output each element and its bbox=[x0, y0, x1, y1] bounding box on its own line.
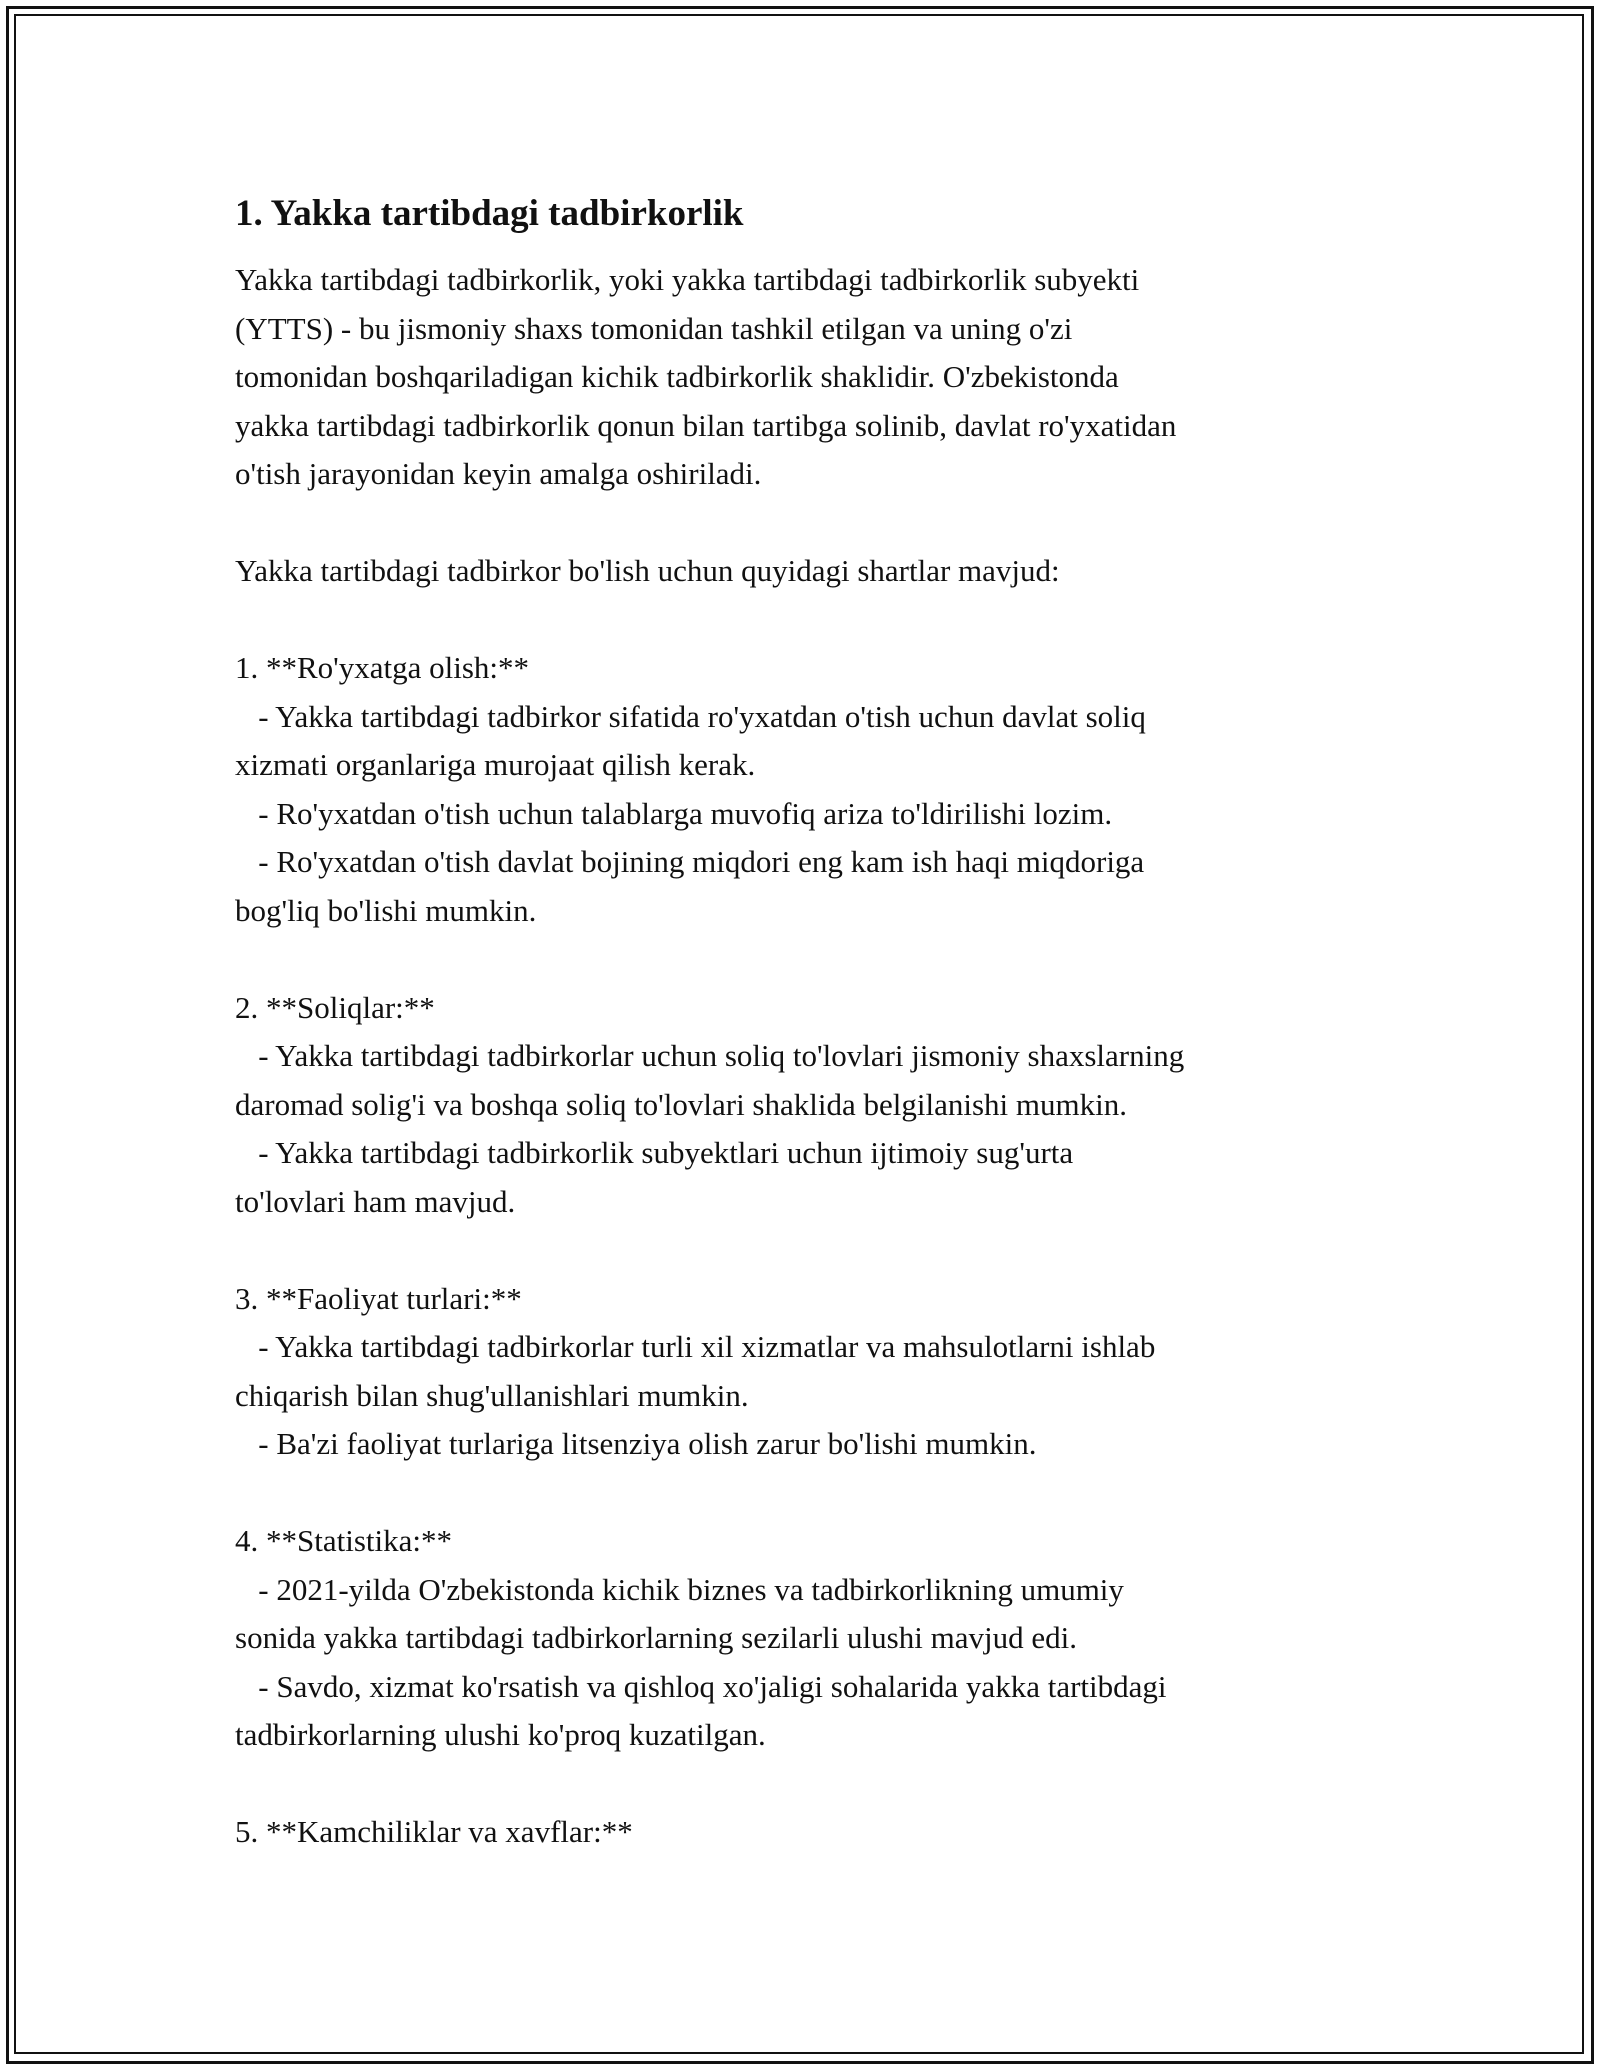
section-heading: 1. **Ro'yxatga olish:** bbox=[235, 650, 530, 685]
intro-line: tomonidan boshqariladigan kichik tadbirkorlik shaklidir. O'zbekistonda bbox=[235, 359, 1119, 394]
section-line: tadbirkorlarning ulushi ko'proq kuzatilgan. bbox=[235, 1717, 766, 1752]
section-line: - Yakka tartibdagi tadbirkor sifatida ro'yxatdan o'tish uchun davlat soliq bbox=[235, 698, 1146, 734]
section-risks bbox=[235, 1808, 1415, 1857]
section-line: daromad solig'i va boshqa soliq to'lovlari shaklida belgilanishi mumkin. bbox=[235, 1086, 1127, 1122]
section-line: - 2021-yilda O'zbekistonda kichik biznes va tadbirkorlikning umumiy bbox=[235, 1571, 1124, 1607]
intro-line: Yakka tartibdagi tadbirkorlik, yoki yakka tartibdagi tadbirkorlik subyekti bbox=[235, 262, 1140, 297]
blank-line bbox=[235, 1760, 1415, 1809]
section-heading: 5. **Kamchiliklar va xavflar:** bbox=[235, 1814, 633, 1849]
section-line: sonida yakka tartibdagi tadbirkorlarning sezilarli ulushi mavjud edi. bbox=[235, 1620, 1077, 1655]
section-heading: 3. **Faoliyat turlari:** bbox=[235, 1280, 522, 1316]
intro-line: o'tish jarayonidan keyin amalga oshiriladi. bbox=[235, 456, 762, 491]
blank-line bbox=[235, 1469, 1415, 1518]
section-line: to'lovlari ham mavjud. bbox=[235, 1183, 516, 1219]
section-line: - Yakka tartibdagi tadbirkorlar uchun soliq to'lovlari jismoniy shaxslarning bbox=[235, 1038, 1185, 1073]
blank-line bbox=[235, 499, 1415, 548]
intro-line: yakka tartibdagi tadbirkorlik qonun bilan tartibga solinib, davlat ro'yxatidan bbox=[235, 407, 1177, 443]
intro-line: (YTTS) - bu jismoniy shaxs tomonidan tashkil etilgan va uning o'zi bbox=[235, 310, 1073, 346]
section-registration bbox=[235, 644, 1415, 935]
section-line: - Ba'zi faoliyat turlariga litsenziya olish zarur bo'lishi mumkin. bbox=[235, 1426, 1037, 1461]
document-body bbox=[235, 180, 1415, 1857]
section-line: - Yakka tartibdagi tadbirkorlik subyektlari uchun ijtimoiy sug'urta bbox=[235, 1135, 1074, 1170]
section-heading: 4. **Statistika:** bbox=[235, 1523, 452, 1558]
section-line: xizmati organlariga murojaat qilish kerak. bbox=[235, 747, 756, 782]
section-statistics bbox=[235, 1517, 1415, 1760]
blank-line bbox=[235, 935, 1415, 984]
conditions-intro: Yakka tartibdagi tadbirkor bo'lish uchun quyidagi shartlar mavjud: bbox=[235, 553, 1060, 588]
section-line: - Yakka tartibdagi tadbirkorlar turli xil xizmatlar va mahsulotlarni ishlab bbox=[235, 1329, 1156, 1364]
blank-line bbox=[235, 1226, 1415, 1275]
document-title: 1. Yakka tartibdagi tadbirkorlik bbox=[235, 193, 744, 234]
section-line: - Ro'yxatdan o'tish uchun talablarga muvofiq ariza to'ldirilishi lozim. bbox=[235, 795, 1113, 831]
section-line: - Savdo, xizmat ko'rsatish va qishloq xo'jaligi sohalarida yakka tartibdagi bbox=[235, 1668, 1167, 1704]
section-activity-types bbox=[235, 1275, 1415, 1469]
section-taxes bbox=[235, 984, 1415, 1227]
section-line: chiqarish bilan shug'ullanishlari mumkin. bbox=[235, 1377, 749, 1413]
section-line: - Ro'yxatdan o'tish davlat bojining miqdori eng kam ish haqi miqdoriga bbox=[235, 844, 1145, 879]
section-heading: 2. **Soliqlar:** bbox=[235, 989, 435, 1025]
blank-line bbox=[235, 596, 1415, 645]
section-line: bog'liq bo'lishi mumkin. bbox=[235, 892, 537, 928]
intro-paragraph bbox=[235, 256, 1415, 499]
